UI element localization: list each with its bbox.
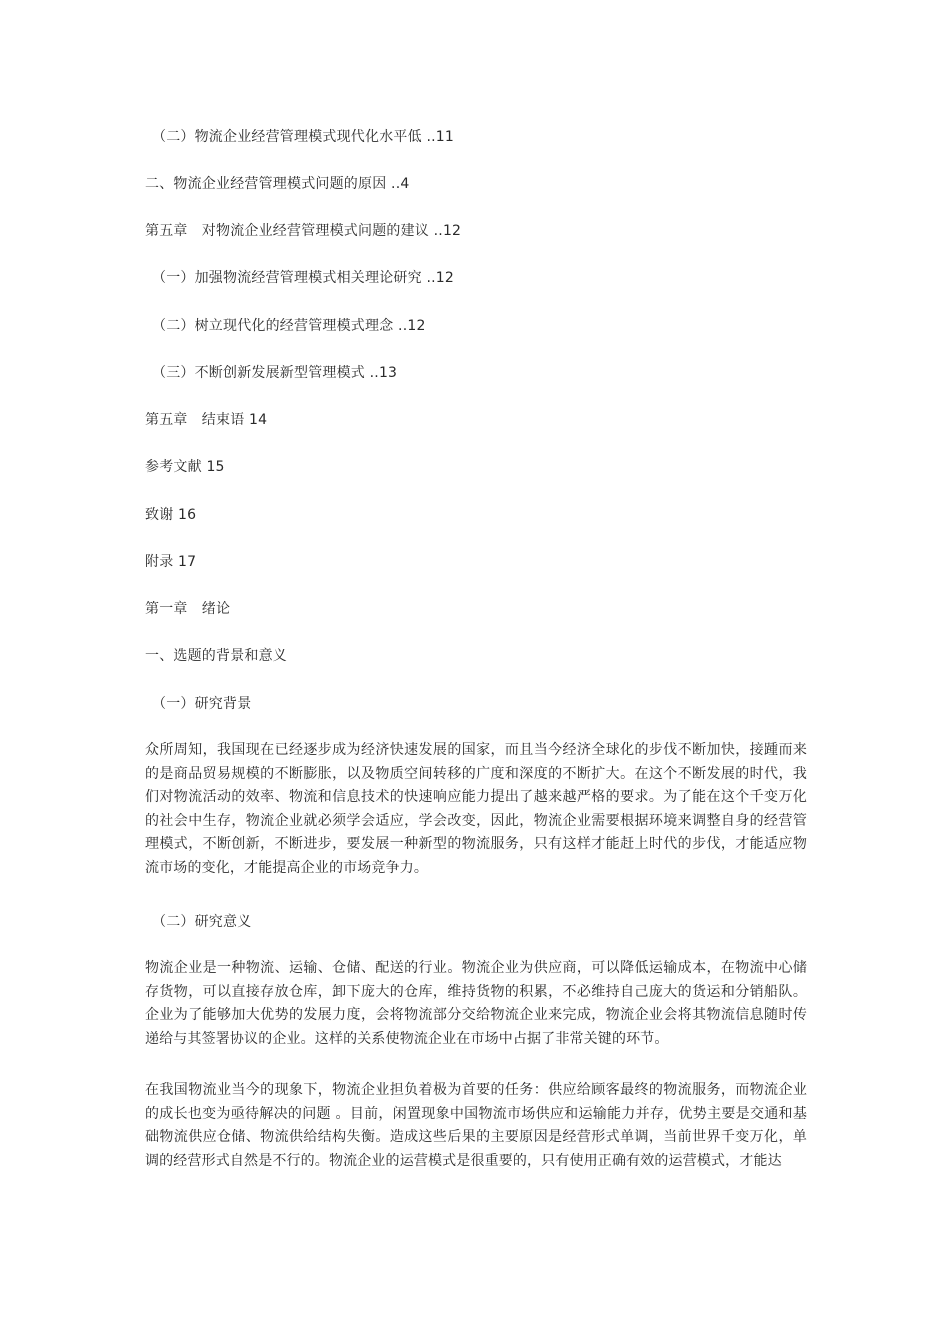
- section-title: 一、选题的背景和意义: [145, 648, 287, 664]
- body-paragraph: 物流企业是一种物流、运输、仓储、配送的行业。物流企业为供应商，可以降低运输成本，在物流中心储存货物，可以直接存放仓库，卸下庞大的仓库，维持货物的积累，不必维持自己庞大的货运和分销船队。企业为了能够加大优势的发展力度，会将物流部分交给物流企业来完成，物流企业会将其物流信息随时传递给与其签署协议的企业。这样的关系使物流企业在市场中占据了非常关键的环节。: [145, 960, 807, 1047]
- body-paragraph: 众所周知，我国现在已经逐步成为经济快速发展的国家，而且当今经济全球化的步伐不断加快，接踵而来的是商品贸易规模的不断膨胀，以及物质空间转移的广度和深度的不断扩大。在这个不断发展的时代，我们对物流活动的效率、物流和信息技术的快速响应能力提出了越来越严格的要求。为了能在这个千变万化的社会中生存，物流企业就必须学会适应，学会改变，因此，物流企业需要根据环境来调整自身的经营管理模式，不断创新，不断进步，要发展一种新型的物流服务，只有这样才能赶上时代的步伐，才能适应物流市场的变化，才能提高企业的市场竞争力。: [145, 742, 807, 876]
- toc-entry: 第五章 结束语 14: [145, 412, 268, 428]
- toc-entry: 致谢 16: [145, 507, 197, 523]
- toc-entry: （三）不断创新发展新型管理模式 ..13: [152, 365, 398, 381]
- toc-entry: 参考文献 15: [145, 459, 225, 475]
- toc-entry: 第五章 对物流企业经营管理模式问题的建议 ..12: [145, 223, 462, 239]
- toc-entry: （一）加强物流经营管理模式相关理论研究 ..12: [152, 270, 454, 286]
- chapter-title: 第一章 绪论: [145, 601, 231, 617]
- toc-entry: 二、物流企业经营管理模式问题的原因 ..4: [145, 176, 410, 192]
- toc-entry: （二）树立现代化的经营管理模式理念 ..12: [152, 318, 426, 334]
- body-paragraph: 在我国物流业当今的现象下，物流企业担负着极为首要的任务：供应给顾客最终的物流服务，而物流企业的成长也变为亟待解决的问题 。目前，闲置现象中国物流市场供应和运输能力并存，优势主要是交通和基础物流供应仓储、物流供给结构失衡。造成这些后果的主要原因是经营形式单调，当前世界千变万化，单调的经营形式自然是不行的。物流企业的运营模式是很重要的，只有使用正确有效的运营模式，才能达: [145, 1082, 807, 1169]
- toc-entry: （二）物流企业经营管理模式现代化水平低 ..11: [152, 129, 454, 145]
- toc-entry: 附录 17: [145, 554, 197, 570]
- subsection-title: （一）研究背景: [152, 696, 252, 712]
- subsection-title: （二）研究意义: [152, 914, 252, 930]
